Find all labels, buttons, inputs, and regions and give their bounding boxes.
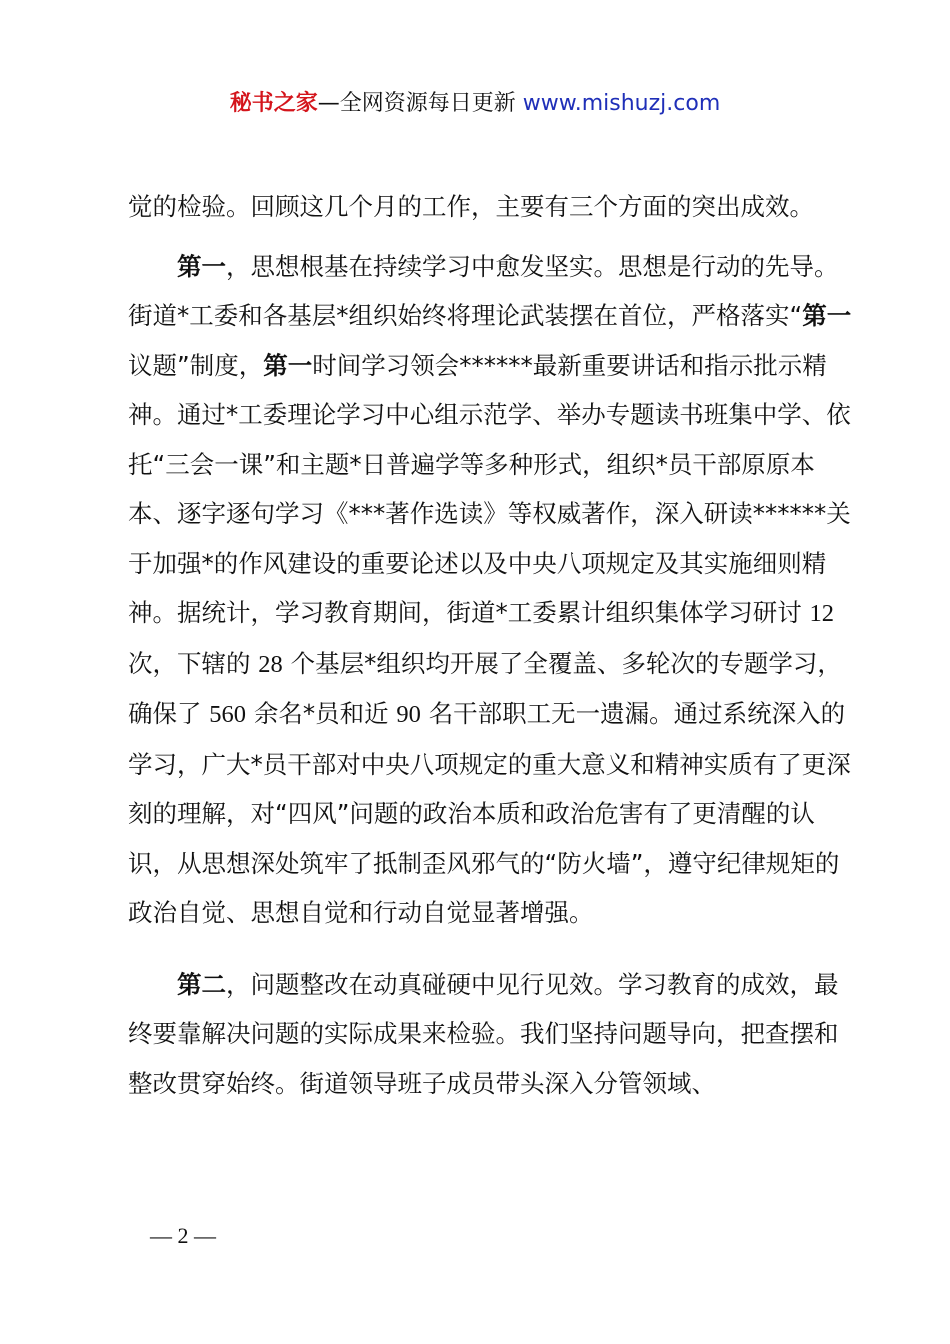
paragraph-text: ，思想根基在持续学习中愈发坚实。思想是行动的先导。街道*工委和各基层*组织始终将理论武装摆在首位，严格落实“	[128, 251, 839, 330]
paragraph-text: 个基层*组织均开展了全覆盖、多轮次的专题学习，确保了	[128, 648, 842, 728]
site-banner	[0, 86, 950, 122]
emphasis-text: 第一	[263, 350, 313, 380]
stat-number: 12	[809, 600, 835, 627]
paragraph-text: 时间学习领会******最新重要讲话和指示批示精神。通过*工委理论学习中心组示范学、举办专题读书班集中学、依托“三会一课”和主题*日普遍学等多种形式，组织*员干部原原本本、逐字逐句学习《***著作选读》等权威著作，深入研读******关于加强*的作风建设的重要论述以及中央八项规定及其实施细则精神。据统计，学习教育期间，街道*工委累计组织集体学习研讨	[128, 350, 851, 627]
paragraph-text: 名干部职工无一遗漏。通过系统深入的学习，广大*员干部对中央八项规定的重大意义和精神实质有了更深刻的理解，对“四风”问题的政治本质和政治危害有了更清醒的认识，从思想深处筑牢了抵制歪风邪气的“防火墙”，遵守纪律规矩的政治自觉、思想自觉和行动自觉显著增强。	[128, 699, 851, 927]
paragraph-text: 议题”制度，	[128, 350, 264, 380]
paragraph-continuation	[128, 182, 856, 232]
paragraph-text: 觉的检验。回顾这几个月的工作，主要有三个方面的突出成效。	[128, 192, 814, 221]
stat-number: 560	[209, 701, 247, 728]
paragraph-text: 余名*员和近	[253, 699, 389, 728]
paragraph-text: ，问题整改在动真碰硬中见行见效。学习教育的成效，最终要靠解决问题的实际成果来检验。我们坚持问题导向，把查摆和整改贯穿始终。街道领导班子成员带头深入分管领域、	[128, 969, 839, 1098]
paragraph-first-point	[128, 242, 856, 938]
paragraph-second-point	[128, 960, 856, 1109]
stat-number: 28	[258, 650, 283, 678]
section-lead: 第二	[177, 969, 226, 999]
site-url-link[interactable]: www.mishuzj.com	[522, 91, 721, 116]
emphasis-text: 第一	[802, 301, 852, 330]
brand-name[interactable]: 秘书之家	[229, 91, 318, 116]
paragraph-text: 次，下辖的	[128, 648, 251, 678]
stat-number: 90	[396, 701, 421, 728]
banner-slogan: —全网资源每日更新	[317, 91, 523, 116]
document-body	[128, 182, 856, 1108]
section-lead: 第一	[177, 251, 226, 281]
page-number: — 2 —	[150, 1223, 216, 1248]
